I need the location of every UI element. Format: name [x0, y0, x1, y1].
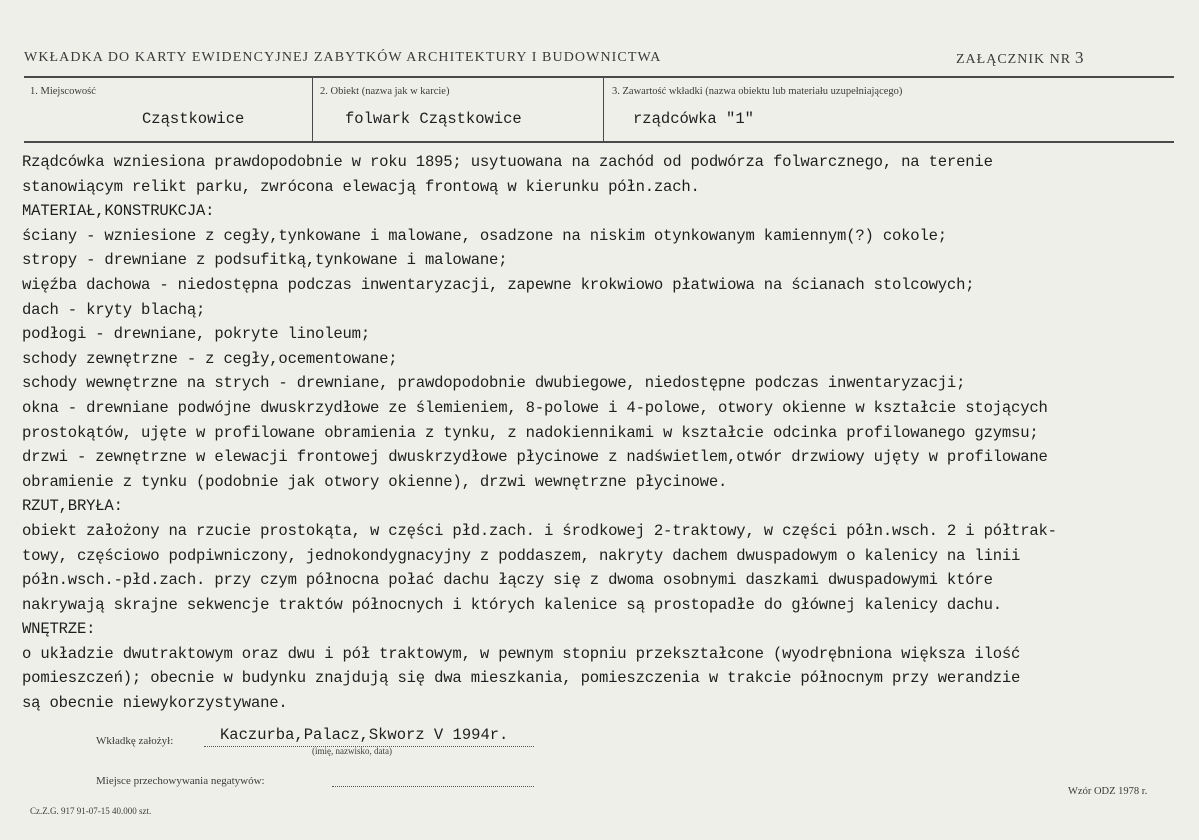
body-line: podłogi - drewniane, pokryte linoleum; — [22, 325, 370, 344]
section-heading-plan: RZUT,BRYŁA: — [22, 497, 123, 516]
header-bottom-rule — [24, 141, 1174, 143]
body-line: są obecnie niewykorzystywane. — [22, 694, 288, 713]
author-label: Wkładkę założył: — [96, 735, 174, 747]
body-line: więźba dachowa - niedostępna podczas inwentaryzacji, zapewne krokwiowo płatwiowa na ścianach stolcowych; — [22, 275, 975, 294]
body-line: ściany - wzniesione z cegły,tynkowane i malowane, osadzone na niskim otynkowanym kamiennym(?) cokole; — [22, 226, 947, 245]
body-line: stanowiącym relikt parku, zwrócona elewacją frontową w kierunku półn.zach. — [22, 177, 700, 196]
content-value: rządcówka "1" — [633, 110, 754, 128]
body-line: dach - kryty blachą; — [22, 300, 206, 319]
object-value: folwark Cząstkowice — [345, 110, 522, 128]
description-body — [22, 150, 1182, 716]
card-title: WKŁADKA DO KARTY EWIDENCYJNEJ ZABYTKÓW ARCHITEKTURY I BUDOWNICTWA — [24, 50, 662, 65]
attachment-number — [956, 48, 1085, 68]
header-top-rule — [24, 76, 1174, 78]
author-hint: (imię, nazwisko, data) — [312, 746, 392, 756]
locality-label: 1. Miejscowość — [30, 86, 96, 97]
body-line: stropy - drewniane z podsufitką,tynkowane i malowane; — [22, 251, 508, 270]
object-label: 2. Obiekt (nazwa jak w karcie) — [320, 86, 450, 97]
field-divider-2 — [603, 77, 604, 141]
body-line: okna - drewniane podwójne dwuskrzydłowe ze ślemieniem, 8-polowe i 4-polowe, otwory okienne w kształcie stojących — [22, 398, 1048, 417]
body-line: obiekt założony na rzucie prostokąta, w części płd.zach. i środkowej 2-traktowy, w części półn.wsch. 2 i półtrak- — [22, 521, 1057, 540]
section-heading-material: MATERIAŁ,KONSTRUKCJA: — [22, 202, 215, 221]
body-line: pomieszczeń); obecnie w budynku znajdują się dwa mieszkania, pomieszczenia w trakcie północnym przy werandzie — [22, 669, 1021, 688]
print-info: Cz.Z.G. 917 91-07-15 40.000 szt. — [30, 806, 152, 816]
section-heading-interior: WNĘTRZE: — [22, 620, 96, 639]
body-line: Rządcówka wzniesiona prawdopodobnie w roku 1895; usytuowana na zachód od podwórza folwarcznego, na terenie — [22, 153, 993, 171]
author-value: Kaczurba,Palacz,Skworz V 1994r. — [220, 726, 509, 744]
body-line: schody zewnętrzne - z cegły,ocementowane; — [22, 349, 398, 368]
attachment-label: ZAŁĄCZNIK NR — [956, 52, 1072, 67]
body-line: obramienie z tynku (podobnie jak otwory okienne), drzwi wewnętrzne płycinowe. — [22, 472, 728, 491]
body-line: o układzie dwutraktowym oraz dwu i pół traktowym, w pewnym stopniu przekształcone (wyodrębniona większa ilość — [22, 644, 1021, 663]
field-divider-1 — [312, 77, 313, 141]
body-line: nakrywają skrajne sekwencje traktów północnych i których kalenice są prostopadłe do głównej kalenicy dachu. — [22, 595, 1002, 614]
content-label: 3. Zawartość wkładki (nazwa obiektu lub materiału uzupełniającego) — [612, 86, 903, 97]
template-info: Wzór ODZ 1978 r. — [1068, 786, 1148, 797]
body-line: towy, częściowo podpiwniczony, jednokondygnacyjny z poddaszem, nakryty dachem dwuspadowym o kalenicy na linii — [22, 546, 1021, 565]
negatives-label: Miejsce przechowywania negatywów: — [96, 775, 265, 787]
body-line: schody wewnętrzne na strych - drewniane, prawdopodobnie dwubiegowe, niedostępne podczas inwentaryzacji; — [22, 374, 966, 393]
body-line: drzwi - zewnętrzne w elewacji frontowej dwuskrzydłowe płycinowe z nadświetlem,otwór drzwiowy ujęty w profilowane — [22, 448, 1048, 467]
body-line: półn.wsch.-płd.zach. przy czym północna połać dachu łączy się z dwoma osobnymi daszkami dwuspadowymi które — [22, 571, 993, 590]
attachment-number-value: 3 — [1075, 48, 1085, 67]
negatives-dotted-line — [332, 786, 534, 787]
locality-value: Cząstkowice — [142, 110, 245, 128]
body-line: prostokątów, ujęte w profilowane obramienia z tynku, z nadokiennikami w kształcie odcinka profilowanego gzymsu; — [22, 423, 1039, 442]
